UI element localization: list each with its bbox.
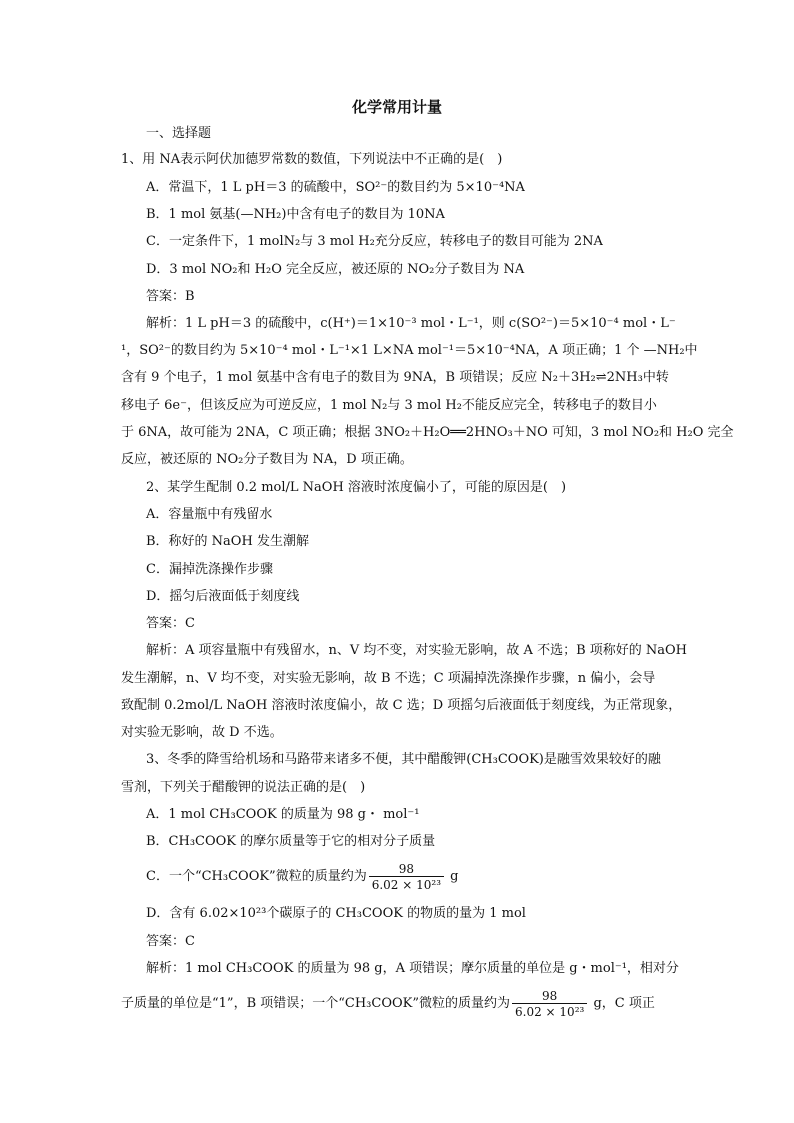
question-2-option-c: C．漏掉洗涤操作步骤 — [146, 562, 273, 577]
question-3-option-c — [146, 860, 458, 894]
question-1-explanation-line-6: 反应，被还原的 NO₂分子数目为 NA，D 项正确。 — [121, 452, 413, 467]
question-3-explanation-line-1: 解析：1 mol CH₃COOK 的质量为 98 g，A 项错误；摩尔质量的单位是 g・mol⁻¹，相对分 — [146, 961, 679, 976]
question-3-explanation-line-2 — [121, 987, 655, 1021]
question-1-stem: 1、用 NA表示阿伏加德罗常数的数值，下列说法中不正确的是( ) — [121, 152, 503, 167]
question-2-explanation-line-1: 解析：A 项容量瓶中有残留水，n、V 均不变，对实验无影响，故 A 不选；B 项称好的 NaOH — [146, 643, 688, 658]
question-1-explanation-line-3: 含有 9 个电子，1 mol 氨基中含有电子的数目为 9NA，B 项错误；反应 N₂＋3H₂⇌2NH₃中转 — [121, 370, 669, 385]
fraction-denominator: 6.02 × 10²³ — [369, 876, 444, 892]
question-1-option-b: B．1 mol 氨基(—NH₂)中含有电子的数目为 10NA — [146, 207, 445, 222]
question-3-stem-line-1: 3、冬季的降雪给机场和马路带来诸多不便，其中醋酸钾(CH₃COOK)是融雪效果较好的融 — [146, 752, 661, 767]
question-2-option-d: D．摇匀后液面低于刻度线 — [146, 589, 300, 604]
fraction-numerator: 98 — [398, 861, 414, 876]
option-c-text: C．一个“CH₃COOK”微粒的质量约为 — [146, 869, 367, 884]
question-1-explanation-line-4: 移电子 6e⁻，但该反应为可逆反应，1 mol N₂与 3 mol H₂不能反应完全，转移电子的数目小 — [121, 398, 657, 413]
fraction-numerator: 98 — [542, 988, 558, 1003]
page-title: 化学常用计量 — [351, 98, 442, 116]
section-heading: 一、选择题 — [146, 126, 212, 141]
explanation-text: 子质量的单位是“1”，B 项错误；一个“CH₃COOK”微粒的质量约为 — [121, 996, 511, 1011]
explanation-text-tail: g，C 项正 — [589, 996, 655, 1011]
option-c-unit: g — [446, 869, 459, 884]
question-2-option-a: A．容量瓶中有残留水 — [146, 507, 273, 522]
question-1-option-c: C．一定条件下，1 molN₂与 3 mol H₂充分反应，转移电子的数目可能为 2NA — [146, 234, 603, 249]
question-3-option-a: A．1 mol CH₃COOK 的质量为 98 g・ mol⁻¹ — [146, 807, 420, 822]
question-1-option-a: A．常温下，1 L pH＝3 的硫酸中，SO²⁻的数目约为 5×10⁻⁴NA — [146, 180, 525, 195]
question-1-explanation-line-5: 于 6NA，故可能为 2NA，C 项正确；根据 3NO₂＋H₂O══2HNO₃＋NO 可知，3 mol NO₂和 H₂O 完全 — [121, 425, 734, 440]
question-3-option-d: D．含有 6.02×10²³个碳原子的 CH₃COOK 的物质的量为 1 mol — [146, 906, 526, 921]
question-2-explanation-line-2: 发生潮解，n、V 均不变，对实验无影响，故 B 不选；C 项漏掉洗涤操作步骤，n 偏小，会导 — [121, 671, 656, 686]
question-2-answer: 答案：C — [146, 616, 195, 631]
fraction-denominator: 6.02 × 10²³ — [512, 1003, 587, 1019]
question-1-option-d: D．3 mol NO₂和 H₂O 完全反应，被还原的 NO₂分子数目为 NA — [146, 262, 525, 277]
question-3-answer: 答案：C — [146, 934, 195, 949]
question-1-explanation-line-1: 解析：1 L pH＝3 的硫酸中，c(H⁺)＝1×10⁻³ mol・L⁻¹，则 c(SO²⁻)＝5×10⁻⁴ mol・L⁻ — [146, 316, 676, 331]
mass-fraction — [512, 989, 587, 1019]
question-2-explanation-line-3: 致配制 0.2mol/L NaOH 溶液时浓度偏小，故 C 选；D 项摇匀后液面低于刻度线，为正常现象， — [121, 698, 682, 713]
question-3-stem-line-2: 雪剂，下列关于醋酸钾的说法正确的是( ) — [121, 780, 366, 795]
question-2-option-b: B．称好的 NaOH 发生潮解 — [146, 534, 309, 549]
question-1-answer: 答案：B — [146, 289, 195, 304]
mass-fraction — [369, 862, 444, 892]
question-1-explanation-line-2: ¹，SO²⁻的数目约为 5×10⁻⁴ mol・L⁻¹×1 L×NA mol⁻¹＝5×10⁻⁴NA，A 项正确；1 个 —NH₂中 — [121, 343, 698, 358]
question-2-explanation-line-4: 对实验无影响，故 D 不选。 — [121, 725, 283, 740]
question-2-stem: 2、某学生配制 0.2 mol/L NaOH 溶液时浓度偏小了，可能的原因是( ) — [146, 480, 567, 495]
question-3-option-b: B．CH₃COOK 的摩尔质量等于它的相对分子质量 — [146, 834, 436, 849]
